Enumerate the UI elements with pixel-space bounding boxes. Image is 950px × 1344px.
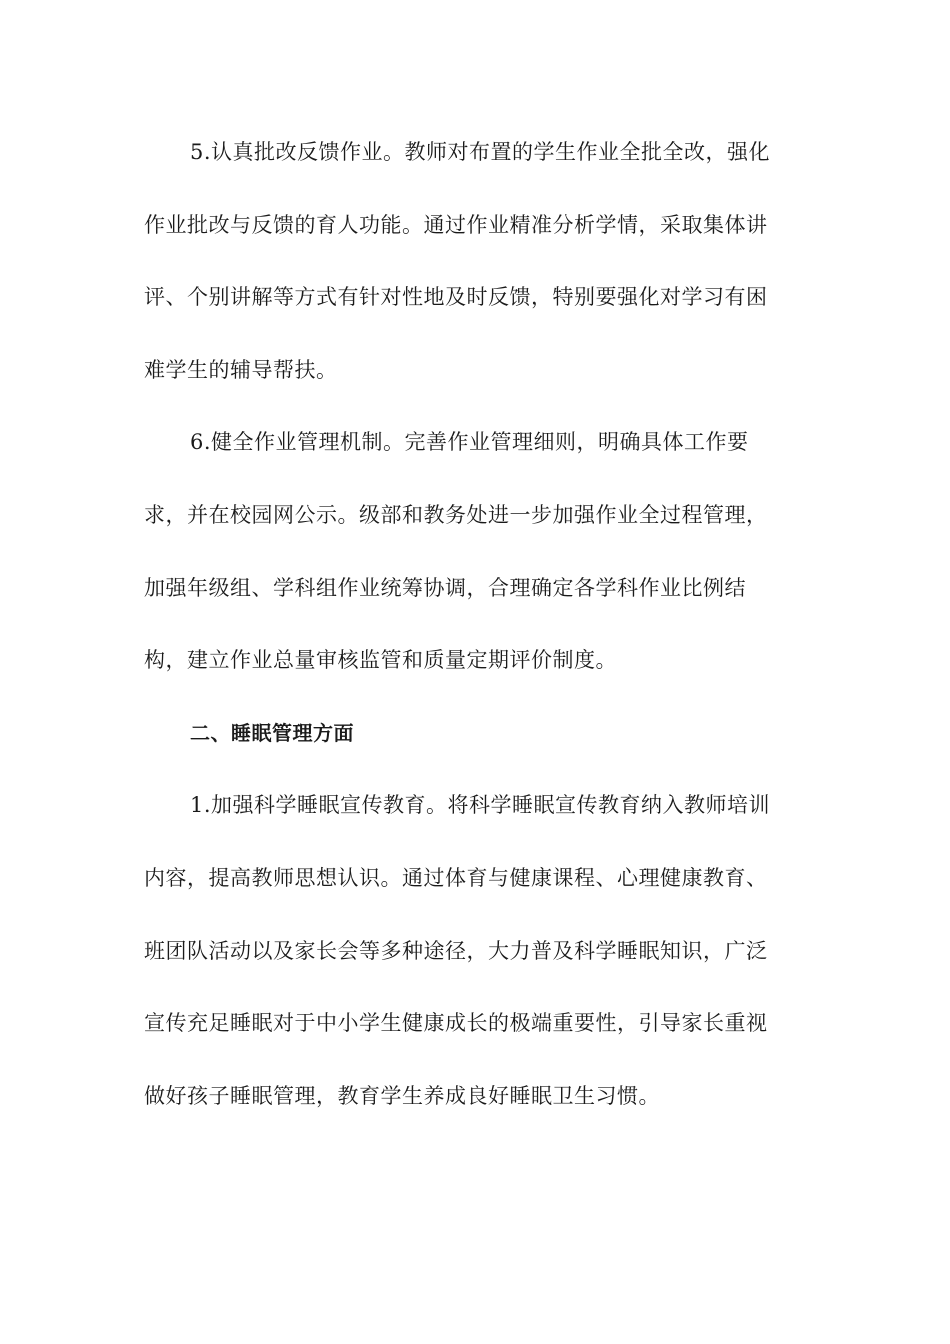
paragraph-5-line-2: 作业批改与反馈的育人功能。通过作业精准分析学情，采取集体讲: [144, 212, 768, 237]
paragraph-1-line-5: 做好孩子睡眠管理，教育学生养成良好睡眠卫生习惯。: [144, 1083, 660, 1108]
paragraph-5-line-3: 评、个别讲解等方式有针对性地及时反馈，特别要强化对学习有困: [144, 285, 768, 310]
paragraph-6-line-2: 求，并在校园网公示。级部和教务处进一步加强作业全过程管理，: [144, 502, 768, 527]
paragraph-5-line-4: 难学生的辅导帮扶。: [144, 357, 338, 382]
paragraph-1-line-3: 班团队活动以及家长会等多种途径，大力普及科学睡眠知识，广泛: [144, 938, 768, 963]
paragraph-5-line-1: 5.认真批改反馈作业。教师对布置的学生作业全批全改，强化: [190, 140, 771, 164]
paragraph-6-line-3: 加强年级组、学科组作业统筹协调，合理确定各学科作业比例结: [144, 575, 746, 600]
section-heading-sleep: 二、睡眠管理方面: [190, 720, 354, 745]
paragraph-6-line-1: 6.健全作业管理机制。完善作业管理细则，明确具体工作要: [190, 430, 749, 455]
paragraph-6-line-4: 构，建立作业总量审核监管和质量定期评价制度。: [144, 648, 617, 673]
paragraph-1-line-1: 1.加强科学睡眠宣传教育。将科学睡眠宣传教育纳入教师培训: [190, 793, 771, 818]
document-body: [144, 116, 796, 1132]
paragraph-1-line-2: 内容，提高教师思想认识。通过体育与健康课程、心理健康教育、: [144, 865, 768, 890]
paragraph-1-line-4: 宣传充足睡眠对于中小学生健康成长的极端重要性，引导家长重视: [144, 1011, 768, 1036]
